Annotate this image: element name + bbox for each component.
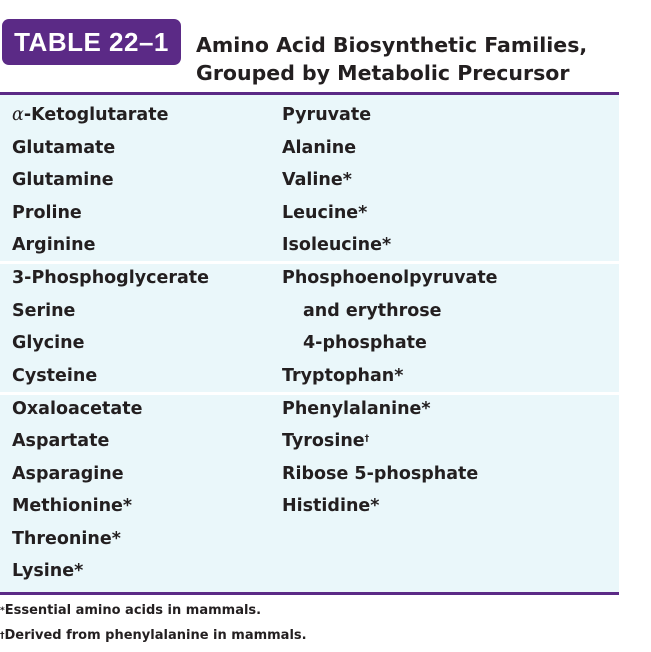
ketoglutarate-heading-text: -Ketoglutarate bbox=[23, 105, 169, 125]
amino-acid-lysine: Lysine* bbox=[12, 561, 84, 581]
pyruvate-family-heading: Pyruvate bbox=[282, 105, 372, 125]
amino-acid-alanine: Alanine bbox=[282, 138, 357, 158]
amino-acid-tyrosine bbox=[282, 425, 369, 457]
oxaloacetate-family-heading: Oxaloacetate bbox=[12, 399, 143, 419]
ketoglutarate-family-heading bbox=[12, 99, 168, 131]
table-number-badge: TABLE 22–1 bbox=[2, 19, 181, 65]
amino-acid-threonine: Threonine* bbox=[12, 529, 121, 549]
amino-acid-phenylalanine: Phenylalanine* bbox=[282, 399, 431, 419]
tyrosine-text: Tyrosine bbox=[282, 431, 365, 451]
footnote-derived-text: Derived from phenylalanine in mammals. bbox=[4, 628, 307, 643]
amino-acid-glutamate: Glutamate bbox=[12, 138, 116, 158]
amino-acid-glutamine: Glutamine bbox=[12, 170, 114, 190]
amino-acid-proline: Proline bbox=[12, 203, 82, 223]
dagger-footnote-mark: † bbox=[0, 631, 5, 641]
alpha-symbol: α bbox=[12, 105, 24, 125]
amino-acid-serine: Serine bbox=[12, 301, 76, 321]
title-line-2: Grouped by Metabolic Precursor bbox=[196, 61, 570, 85]
amino-acid-asparagine: Asparagine bbox=[12, 464, 124, 484]
table-title bbox=[196, 31, 587, 87]
amino-acid-tryptophan: Tryptophan* bbox=[282, 366, 404, 386]
amino-acid-leucine: Leucine* bbox=[282, 203, 368, 223]
amino-acid-isoleucine: Isoleucine* bbox=[282, 235, 392, 255]
amino-acid-methionine: Methionine* bbox=[12, 496, 133, 516]
pep-family-heading-line-3: 4-phosphate bbox=[303, 333, 427, 353]
dagger-mark: † bbox=[364, 434, 370, 444]
pep-family-heading-line-1: Phosphoenolpyruvate bbox=[282, 268, 498, 288]
amino-acid-glycine: Glycine bbox=[12, 333, 85, 353]
amino-acid-valine: Valine* bbox=[282, 170, 352, 190]
title-line-1: Amino Acid Biosynthetic Families, bbox=[196, 33, 588, 57]
amino-acid-arginine: Arginine bbox=[12, 235, 96, 255]
amino-acid-table bbox=[0, 92, 619, 595]
footnote-derived bbox=[0, 627, 307, 645]
amino-acid-cysteine: Cysteine bbox=[12, 366, 98, 386]
footnote-essential-text: Essential amino acids in mammals. bbox=[4, 603, 262, 618]
phosphoglycerate-family-heading: 3-Phosphoglycerate bbox=[12, 268, 210, 288]
pep-family-heading-line-2: and erythrose bbox=[303, 301, 442, 321]
asterisk-mark: * bbox=[0, 606, 5, 616]
ribose-family-heading: Ribose 5-phosphate bbox=[282, 464, 479, 484]
amino-acid-histidine: Histidine* bbox=[282, 496, 380, 516]
amino-acid-aspartate: Aspartate bbox=[12, 431, 110, 451]
footnote-essential bbox=[0, 602, 261, 620]
